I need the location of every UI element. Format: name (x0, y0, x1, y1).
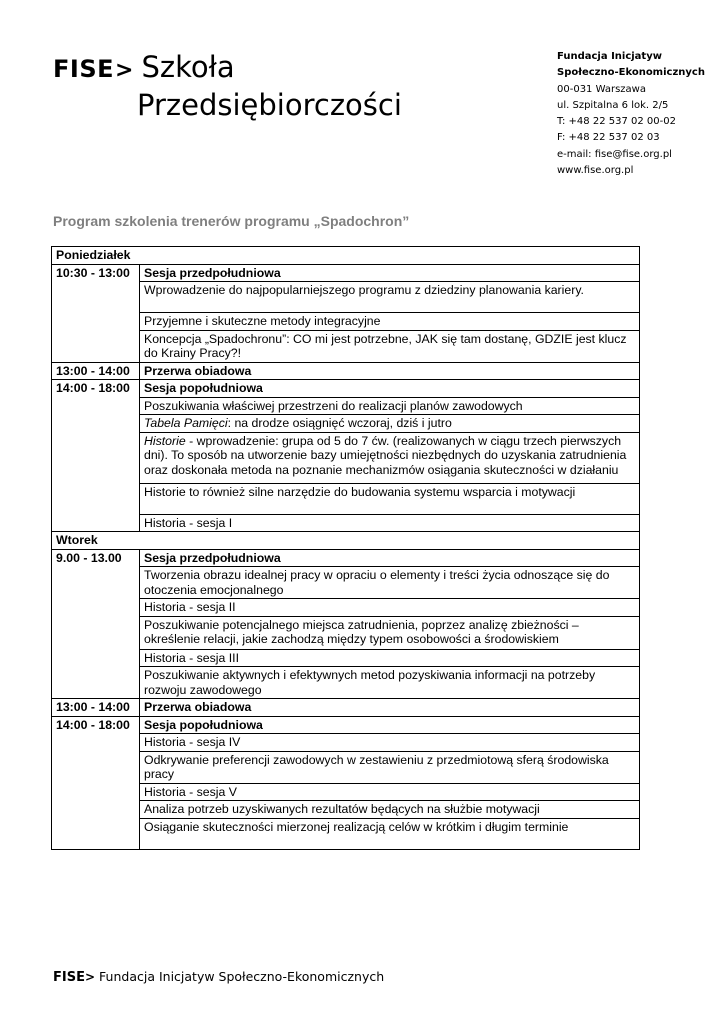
contact-phone: T: +48 22 537 02 00-02 (557, 116, 676, 128)
time-cell: 10:30 - 13:00 (52, 264, 140, 362)
session-header: Sesja przedpołudniowa (140, 264, 640, 282)
logo-school-name-line1: Szkoła (141, 50, 235, 84)
training-program-table (51, 246, 640, 850)
program-item: Przyjemne i skuteczne metody integracyjne (140, 313, 640, 331)
program-item: Koncepcja „Spadochronu”: CO mi jest potrzebne, JAK się tam dostanę, GDZIE jest klucz do Krainy Pracy?! (140, 330, 640, 362)
table-row (52, 667, 640, 699)
program-item: Historia - sesja III (140, 649, 640, 667)
program-item: Historia - sesja I (140, 514, 640, 532)
program-item: Historia - sesja V (140, 783, 640, 801)
footer (53, 969, 384, 985)
footer-org-name: Fundacja Inicjatyw Społeczno-Ekonomicznych (99, 969, 385, 984)
contact-website: www.fise.org.pl (557, 165, 634, 177)
table-row (52, 616, 640, 649)
table-row (52, 330, 640, 362)
day-header-tuesday: Wtorek (52, 532, 640, 550)
table-row (52, 432, 640, 483)
session-header: Sesja popołudniowa (140, 380, 640, 398)
program-item: Analiza potrzeb uzyskiwanych rezultatów będących na służbie motywacji (140, 801, 640, 819)
table-row (52, 818, 640, 849)
footer-arrow-icon: > (84, 970, 96, 984)
table-row (52, 549, 640, 567)
table-row (52, 514, 640, 532)
program-item: Tworzenia obrazu idealnej pracy w opraciu o elementy i treści życia odnoszące się do otoczenia emocjonalnego (140, 567, 640, 599)
logo-school-name-line2: Przedsiębiorczości (137, 88, 402, 122)
contact-block (557, 49, 705, 179)
session-header: Sesja przedpołudniowa (140, 549, 640, 567)
program-item: Poszukiwanie potencjalnego miejsca zatrudnienia, poprzez analizę zbieżności – określenie relacji, jakie zachodzą między typem osobowości a środowiskiem (140, 616, 640, 649)
program-item (140, 415, 640, 433)
contact-street: ul. Szpitalna 6 lok. 2/5 (557, 99, 669, 111)
logo-mark: FISE (53, 55, 115, 83)
lunch-break-label: Przerwa obiadowa (140, 362, 640, 380)
contact-fax: F: +48 22 537 02 03 (557, 132, 660, 144)
table-row (52, 599, 640, 617)
program-item: Poszukiwanie aktywnych i efektywnych metod pozyskiwania informacji na potrzeby rozwoju zawodowego (140, 667, 640, 699)
table-row (52, 313, 640, 331)
table-row (52, 532, 640, 550)
fise-logo (53, 50, 402, 122)
document-title: Program szkolenia trenerów programu „Spadochron” (53, 213, 410, 229)
program-item-italic: Historie (144, 433, 186, 448)
footer-logo-mark: FISE (53, 970, 85, 985)
table-row (52, 567, 640, 599)
time-cell: 13:00 - 14:00 (52, 362, 140, 380)
program-item: Osiąganie skuteczności mierzonej realizacją celów w krótkim i długim terminie (140, 818, 640, 849)
table-row (52, 380, 640, 398)
contact-email: e-mail: fise@fise.org.pl (557, 148, 672, 160)
lunch-break-label: Przerwa obiadowa (140, 699, 640, 717)
time-cell: 13:00 - 14:00 (52, 699, 140, 717)
program-item (140, 432, 640, 483)
table-row (52, 362, 640, 380)
program-item: Historia - sesja II (140, 599, 640, 617)
table-row (52, 483, 640, 514)
table-row (52, 751, 640, 783)
program-item: Historie to również silne narzędzie do budowania systemu wsparcia i motywacji (140, 483, 640, 514)
program-item: Poszukiwania właściwej przestrzeni do realizacji planów zawodowych (140, 397, 640, 415)
table-row (52, 801, 640, 819)
table-row (52, 783, 640, 801)
table-row (52, 264, 640, 282)
logo-arrow-icon: > (115, 58, 134, 83)
program-item: Historia - sesja IV (140, 734, 640, 752)
program-item-text: : na drodze osiągnięć wczoraj, dziś i jutro (227, 416, 452, 430)
table-row (52, 247, 640, 265)
program-item-italic: Tabela Pamięci (144, 416, 228, 430)
table-row (52, 699, 640, 717)
contact-city: 00-031 Warszawa (557, 83, 646, 95)
program-item: Wprowadzenie do najpopularniejszego programu z dziedziny planowania kariery. (140, 282, 640, 313)
table-row (52, 734, 640, 752)
contact-org-line2: Społeczno-Ekonomicznych (557, 67, 705, 79)
time-cell: 9.00 - 13.00 (52, 549, 140, 699)
contact-org-line1: Fundacja Inicjatyw (557, 51, 662, 62)
session-header: Sesja popołudniowa (140, 716, 640, 734)
time-cell: 14:00 - 18:00 (52, 380, 140, 532)
day-header-monday: Poniedziałek (52, 247, 640, 265)
program-item-text: - wprowadzenie: grupa od 5 do 7 ćw. (realizowanych w ciągu trzech pierwszych dni). To sposób na utworzenie bazy umiejętności niezbędnych do uzyskania zatrudnienia oraz doskonała metoda na poznanie mechanizmów osiągania skuteczności w działaniu (144, 433, 627, 477)
table-row (52, 397, 640, 415)
table-row (52, 282, 640, 313)
program-item: Odkrywanie preferencji zawodowych w zestawieniu z przedmiotową sferą środowiska pracy (140, 751, 640, 783)
table-row (52, 415, 640, 433)
table-row (52, 716, 640, 734)
time-cell: 14:00 - 18:00 (52, 716, 140, 849)
table-row (52, 649, 640, 667)
